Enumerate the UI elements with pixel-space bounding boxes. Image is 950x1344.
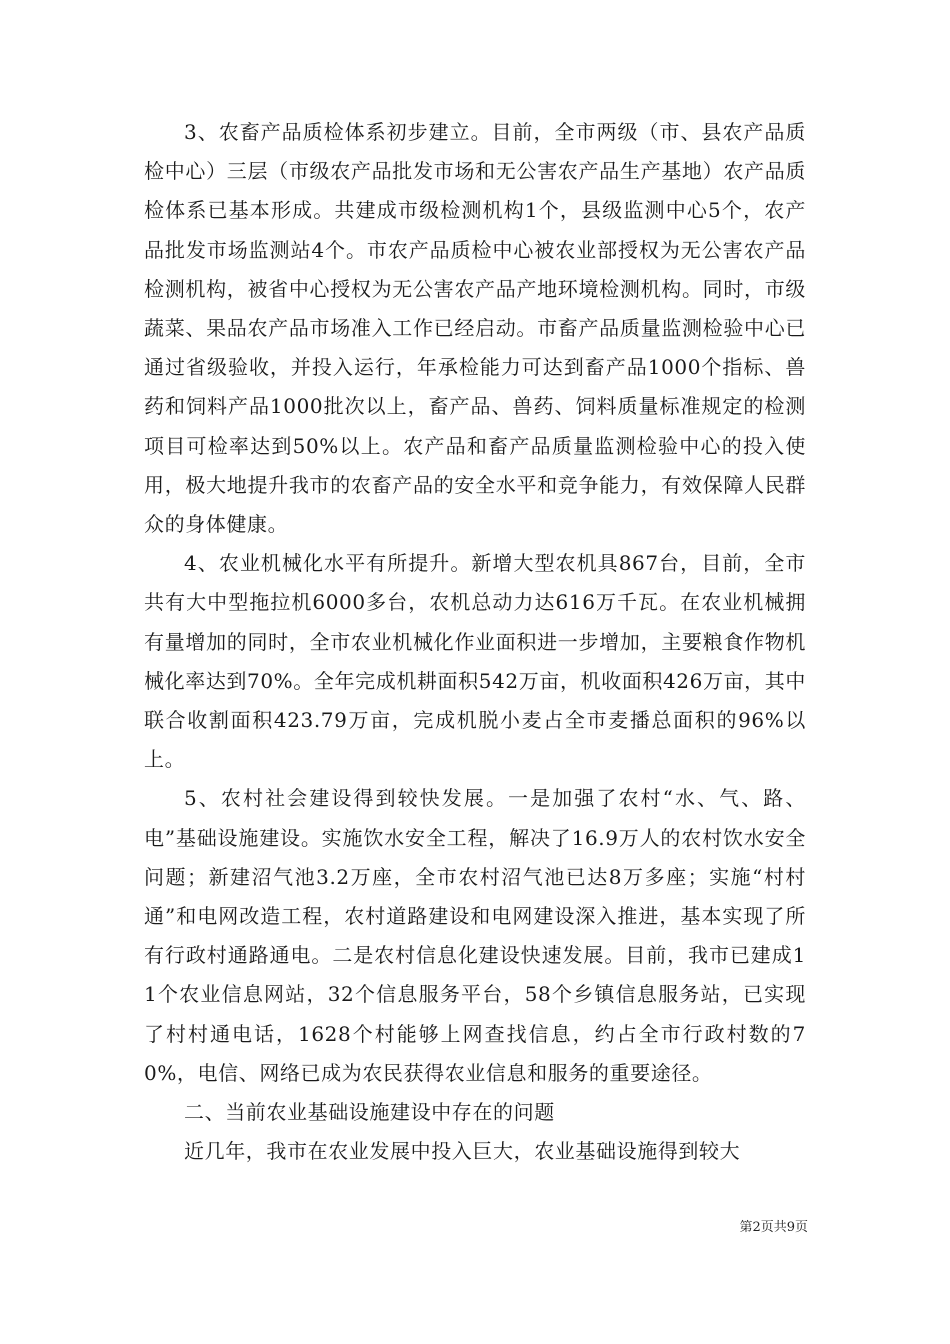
page-number: 第2页共9页 — [739, 1220, 808, 1235]
paragraph-rural-development: 5、农村社会建设得到较快发展。一是加强了农村“水、气、路、电”基础设施建设。实施饮水安全工程，解决了16.9万人的农村饮水安全问题；新建沼气池3.2万座，全市农村沼气池已达8万多座；实施“村村通”和电网改造工程，农村道路建设和电网建设深入推进，基本实现了所有行政村通路通电。二是农村信息化建设快速发展。目前，我市已建成11个农业信息网站，32个信息服务平台，58个乡镇信息服务站，已实现了村村通电话，1628个村能够上网查找信息，约占全市行政村数的70%，电信、网络已成为农民获得农业信息和服务的重要途径。 — [144, 786, 806, 1085]
paragraph-intro-problems: 近几年，我市在农业发展中投入巨大，农业基础设施得到较大 — [184, 1139, 741, 1164]
document-body — [144, 113, 806, 1171]
paragraph-mechanization: 4、农业机械化水平有所提升。新增大型农机具867台，目前，全市共有大中型拖拉机6000多台，农机总动力达616万千瓦。在农业机械拥有量增加的同时，全市农业机械化作业面积进一步增加，主要粮食作物机械化率达到70%。全年完成机耕面积542万亩，机收面积426万亩，其中联合收割面积423.79万亩，完成机脱小麦占全市麦播总面积的96%以上。 — [144, 551, 806, 772]
paragraph-quality-inspection: 3、农畜产品质检体系初步建立。目前，全市两级（市、县农产品质检中心）三层（市级农产品批发市场和无公害农产品生产基地）农产品质检体系已基本形成。共建成市级检测机构1个，县级监测中心5个，农产品批发市场监测站4个。市农产品质检中心被农业部授权为无公害农产品检测机构，被省中心授权为无公害农产品产地环境检测机构。同时，市级蔬菜、果品农产品市场准入工作已经启动。市畜产品质量监测检验中心已通过省级验收，并投入运行，年承检能力可达到畜产品1000个指标、兽药和饲料产品1000批次以上，畜产品、兽药、饲料质量标准规定的检测项目可检率达到50%以上。农产品和畜产品质量监测检验中心的投入使用，极大地提升我市的农畜产品的安全水平和竞争能力，有效保障人民群众的身体健康。 — [144, 120, 806, 537]
section-heading: 二、当前农业基础设施建设中存在的问题 — [184, 1100, 555, 1125]
